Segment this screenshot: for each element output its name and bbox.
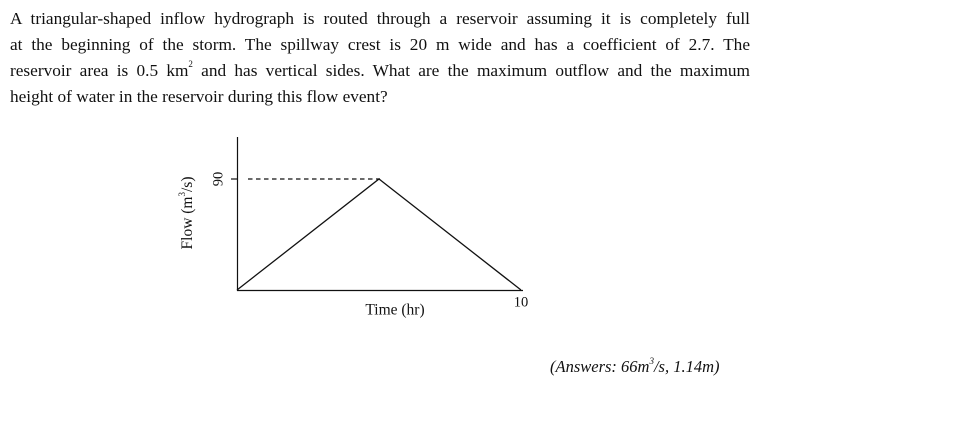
inflow-hydrograph-line xyxy=(237,179,521,290)
km-squared-superscript: 2 xyxy=(188,59,193,70)
problem-line-2: at the beginning of the storm. The spillway crest is 20 m wide and has a coefficient of 2.7. The xyxy=(10,35,750,54)
problem-line-3-text-a: reservoir area is 0.5 km xyxy=(10,61,189,80)
answer-prefix: (Answers: 66m xyxy=(550,357,650,376)
y-axis-label xyxy=(177,177,196,250)
x-tick-label-10: 10 xyxy=(513,294,529,311)
y-axis-label-superscript: 3 xyxy=(177,192,188,197)
x-axis-label: Time (hr) xyxy=(365,301,425,319)
answer-superscript: 3 xyxy=(649,355,654,366)
problem-line-4: height of water in the reservoir during this flow event? xyxy=(10,87,388,106)
y-axis-label-text: Flow (m xyxy=(178,196,196,250)
y-axis-label-tail: /s) xyxy=(178,176,196,193)
problem-line-3-text-b: and has vertical sides. What are the maximum outflow and the maximum xyxy=(192,61,750,80)
answers-note xyxy=(550,357,720,377)
problem-line-1: A triangular-shaped inflow hydrograph is routed through a reservoir assuming it is completely full xyxy=(10,9,750,28)
answer-suffix: /s, 1.14m) xyxy=(653,357,720,376)
y-tick-label-90: 90 xyxy=(210,171,227,187)
